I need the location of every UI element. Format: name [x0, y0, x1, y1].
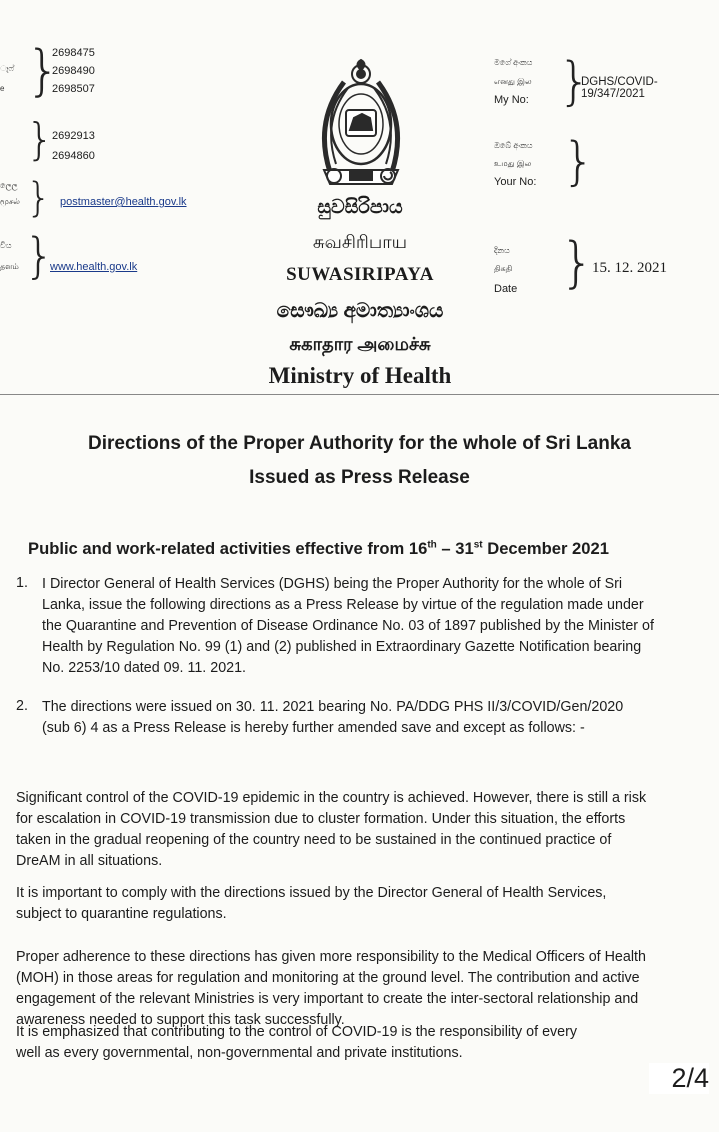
item-number: 2. [16, 698, 28, 714]
text-line: Proper adherence to these directions has given more responsibility to the Medical Officers of Health [16, 949, 646, 965]
text-line: subject to quarantine regulations. [16, 906, 227, 922]
email-link[interactable]: postmaster@health.gov.lk [60, 196, 187, 208]
paragraph-comply [16, 883, 708, 925]
phone-number: 2698490 [52, 65, 95, 77]
building-name-si: සුවසිරිපාය [317, 197, 403, 218]
web-label-si: වීය [0, 241, 12, 250]
building-name-en: SUWASIRIPAYA [286, 264, 434, 285]
item-2-text [42, 697, 708, 739]
date-value: 15. 12. 2021 [592, 260, 667, 276]
ministry-name-si: සෞඛ්‍ය අමාත්‍යාංශය [276, 300, 444, 322]
my-no-label-ta: எனது இல [494, 77, 532, 86]
date-label: Date [494, 283, 518, 295]
my-no-label-si: මගේ අංකය [494, 58, 533, 67]
item-1-text [42, 574, 708, 679]
my-no-label: My No: [494, 94, 529, 106]
text-line: The directions were issued on 30. 11. 2021 bearing No. PA/DDG PHS II/3/COVID/Gen/2020 [42, 699, 624, 715]
your-no-label: Your No: [494, 176, 537, 188]
text-line: It is emphasized that contributing to the control of COVID-19 is the responsibility of every [16, 1024, 578, 1040]
subtitle-suffix: December 2021 [482, 539, 609, 558]
subtitle-sup-th: th [427, 539, 437, 551]
your-no-label-si: ඔබේ අංකය [494, 141, 533, 150]
brace-web: } [24, 228, 55, 284]
email-label-ta: மூசல் [0, 197, 20, 206]
website-link[interactable]: www.health.gov.lk [50, 261, 138, 273]
text-line: (sub 6) 4 as a Press Release is hereby further amended save and except as follows: - [42, 720, 585, 736]
page-indicator: 2/4 [649, 1063, 709, 1094]
phone-label-si: ෑෆ් [0, 64, 14, 73]
text-line: for escalation in COVID-19 transmission due to cluster formation. Under this situation, the efforts [16, 811, 626, 827]
header-divider [0, 394, 719, 395]
text-line: I Director General of Health Services (DGHS) being the Proper Authority for the whole of Sri [42, 576, 623, 592]
text-line: taken in the gradual reopening of the country need to be sustained in the continued practice of [16, 832, 612, 848]
email-label-si: ලෙල [0, 181, 18, 190]
paragraph-moh-responsibility [16, 947, 708, 1031]
text-line: Significant control of the COVID-19 epidemic in the country is achieved. However, there is still a risk [16, 790, 647, 806]
brace-phones-b: } [26, 114, 54, 165]
date-label-ta: திகதி [494, 264, 513, 273]
text-line: awareness needed to support this task successfully. [16, 1012, 345, 1028]
brace-my-no: } [558, 52, 592, 112]
phone-number: 2698475 [52, 47, 95, 59]
document-subtitle [28, 539, 609, 559]
subtitle-sup-st: st [473, 539, 483, 551]
document-title-line1: Directions of the Proper Authority for the whole of Sri Lanka [88, 433, 631, 454]
brace-your-no: } [562, 132, 596, 192]
item-number: 1. [16, 575, 28, 591]
building-name-ta: சுவசிரிபாய [312, 232, 408, 252]
phone-number: 2698507 [52, 83, 95, 95]
date-label-si: දිනය [494, 246, 510, 255]
text-line: It is important to comply with the directions issued by the Director General of Health Services, [16, 885, 607, 901]
paragraph-responsibility [16, 1022, 656, 1064]
text-line: No. 2253/10 dated 09. 11. 2021. [42, 660, 247, 676]
text-line: Health by Regulation No. 99 (1) and (2) published in Extraordinary Gazette Notification bearing [42, 639, 642, 655]
brace-date: } [560, 231, 595, 294]
ministry-name-ta: சுகாதார அமைச்சு [289, 334, 431, 354]
brace-phones-a: } [26, 39, 61, 102]
text-line: well as every governmental, non-governmental and private institutions. [16, 1045, 463, 1061]
document-title-line2: Issued as Press Release [249, 467, 470, 488]
your-no-label-ta: உமது இல [494, 159, 532, 168]
paragraph-epidemic-control [16, 788, 708, 872]
text-line: DreAM in all situations. [16, 853, 163, 869]
sri-lanka-emblem-icon [310, 52, 412, 188]
text-line: Lanka, issue the following directions as a Press Release by virtue of the regulation made under [42, 597, 644, 613]
phone-number: 2692913 [52, 130, 95, 142]
text-line: the Quarantine and Prevention of Disease Ordinance No. 03 of 1897 published by the Minister of [42, 618, 654, 634]
web-label-ta: தளம் [0, 262, 19, 271]
phone-number: 2694860 [52, 150, 95, 162]
subtitle-mid: – 31 [436, 539, 474, 558]
phone-label-en: e [0, 84, 5, 93]
text-line: engagement of the relevant Ministries is very important to create the inter-sectoral relationship and [16, 991, 639, 1007]
text-line: (MOH) in those areas for regulation and monitoring at the ground level. The contribution and active [16, 970, 640, 986]
subtitle-prefix: Public and work-related activities effective from 16 [28, 539, 428, 558]
ministry-name-en: Ministry of Health [268, 363, 452, 388]
my-no-value: DGHS/COVID-19/347/2021 [581, 76, 658, 100]
brace-email: } [26, 175, 52, 221]
